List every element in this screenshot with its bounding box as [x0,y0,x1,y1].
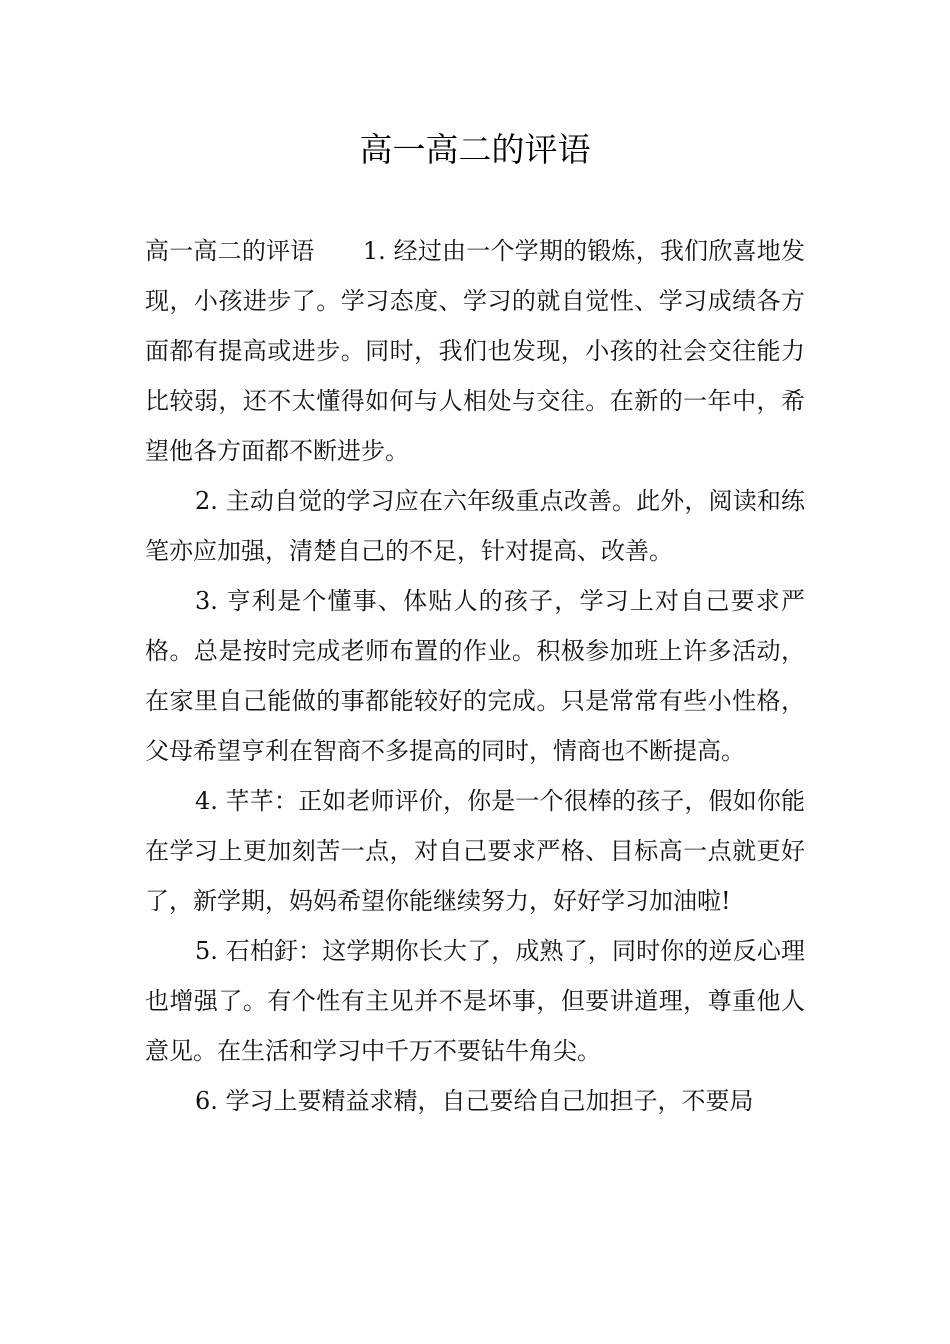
document-title: 高一高二的评语 [359,130,591,169]
paragraph-6: 6. 学习上要精益求精，自己要给自己加担子，不要局 [195,1087,754,1115]
paragraph-5: 5. 石柏釪：这学期你长大了，成熟了，同时你的逆反心理也增强了。有个性有主见并不是坏事，但要讲道理，尊重他人意见。在生活和学习中千万不要钻牛角尖。 [145,937,805,1065]
paragraph-2: 2. 主动自觉的学习应在六年级重点改善。此外，阅读和练笔亦应加强，清楚自己的不足，针对提高、改善。 [145,487,805,565]
paragraph-4: 4. 芊芊：正如老师评价，你是一个很棒的孩子，假如你能在学习上更加刻苦一点，对自己要求严格、目标高一点就更好了，新学期，妈妈希望你能继续努力，好好学习加油啦! [145,787,805,915]
document-body [145,226,805,1126]
paragraph-1: 高一高二的评语 1. 经过由一个学期的锻炼，我们欣喜地发现，小孩进步了。学习态度、学习的就自觉性、学习成绩各方面都有提高或进步。同时，我们也发现，小孩的社会交往能力比较弱，还不太懂得如何与人相处与交往。在新的一年中，希望他各方面都不断进步。 [145,237,805,465]
paragraph-3: 3. 亨利是个懂事、体贴人的孩子，学习上对自己要求严格。总是按时完成老师布置的作业。积极参加班上许多活动，在家里自己能做的事都能较好的完成。只是常常有些小性格，父母希望亨利在智商不多提高的同时，情商也不断提高。 [145,587,805,765]
